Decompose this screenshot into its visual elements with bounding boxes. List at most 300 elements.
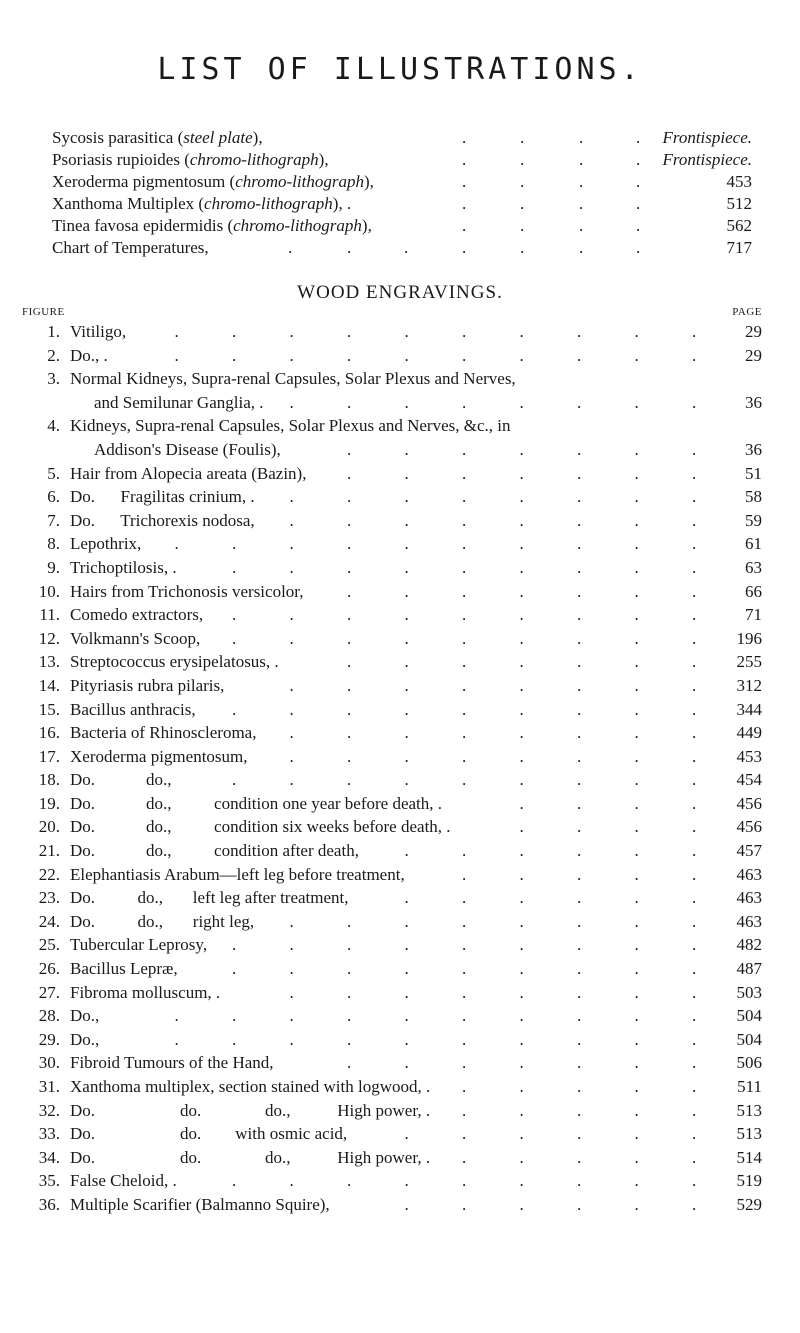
leader-dot: . bbox=[579, 216, 584, 235]
leader-dot: . bbox=[577, 864, 582, 884]
figure-number: 36. bbox=[38, 1194, 60, 1214]
figure-entry bbox=[22, 416, 762, 440]
leader-dot: . bbox=[519, 1194, 524, 1214]
leader-dot: . bbox=[634, 1006, 639, 1026]
figure-entry bbox=[22, 346, 762, 370]
plate-page: 717 bbox=[726, 238, 752, 257]
leader-dot: . bbox=[462, 652, 467, 672]
figure-number: 20. bbox=[38, 817, 60, 837]
leader-dot: . bbox=[289, 1006, 294, 1026]
plate-entry bbox=[52, 128, 752, 150]
figure-page: 449 bbox=[736, 723, 762, 743]
figure-number: 22. bbox=[38, 864, 60, 884]
leader-dot: . bbox=[634, 439, 639, 459]
leader-dot: . bbox=[636, 128, 641, 147]
leader-dot: . bbox=[462, 557, 467, 577]
figure-entry bbox=[22, 464, 762, 488]
figure-page: 51 bbox=[745, 463, 762, 483]
leader-dot: . bbox=[519, 746, 524, 766]
figure-number: 19. bbox=[38, 793, 60, 813]
figure-number: 34. bbox=[38, 1147, 60, 1167]
leader-dot: . bbox=[232, 557, 237, 577]
leader-dot: . bbox=[347, 605, 352, 625]
figure-number: 15. bbox=[38, 699, 60, 719]
leader-dot: . bbox=[577, 1029, 582, 1049]
leader-dot: . bbox=[174, 322, 179, 341]
leader-dot: . bbox=[347, 534, 352, 554]
figure-caption: Do. do., bbox=[70, 770, 172, 790]
leader-dot: . bbox=[462, 1100, 467, 1120]
leader-dot: . bbox=[520, 194, 525, 213]
leader-dot: . bbox=[404, 322, 409, 341]
leader-dot: . bbox=[577, 534, 582, 554]
plate-page: 453 bbox=[726, 172, 752, 191]
figure-caption: Tubercular Leprosy, bbox=[70, 935, 208, 955]
figure-page: 36 bbox=[745, 392, 762, 412]
figure-caption: Trichoptilosis, . bbox=[70, 557, 177, 577]
leader-dot: . bbox=[634, 1100, 639, 1120]
page-column-header: PAGE bbox=[732, 306, 762, 318]
leader-dot: . bbox=[519, 1171, 524, 1191]
leader-dot: . bbox=[462, 463, 467, 483]
figure-caption: Xanthoma multiplex, section stained with logwood, . bbox=[70, 1077, 431, 1096]
figure-page: 454 bbox=[736, 770, 762, 790]
figure-caption: Do. Fragilitas crinium, . bbox=[70, 487, 255, 507]
figure-page: 36 bbox=[745, 439, 762, 459]
leader-dot: . bbox=[404, 1124, 409, 1144]
figure-column-header: FIGURE bbox=[22, 306, 65, 318]
leader-dot: . bbox=[462, 864, 467, 884]
leader-dot: . bbox=[232, 770, 237, 790]
figures-list bbox=[22, 322, 762, 1219]
figure-page: 463 bbox=[736, 864, 762, 884]
leader-dot: . bbox=[404, 1029, 409, 1049]
leader-dot: . bbox=[232, 534, 237, 554]
leader-dot: . bbox=[289, 510, 294, 530]
figure-caption: Hair from Alopecia areata (Bazin), bbox=[70, 463, 307, 483]
figure-number: 5. bbox=[47, 463, 60, 483]
figure-caption: Kidneys, Supra-renal Capsules, Solar Plexus and Nerves, &c., in bbox=[70, 416, 511, 436]
figure-entry bbox=[22, 841, 762, 865]
figure-page: 66 bbox=[745, 581, 762, 601]
leader-dot: . bbox=[347, 935, 352, 955]
figure-entry bbox=[22, 1053, 762, 1077]
leader-dot: . bbox=[634, 841, 639, 861]
figure-page: 255 bbox=[736, 652, 762, 672]
figure-caption: Do. do. do., High power, . bbox=[70, 1147, 431, 1167]
figure-entry bbox=[22, 511, 762, 535]
leader-dot: . bbox=[289, 911, 294, 931]
leader-dot: . bbox=[692, 534, 697, 554]
figure-number: 28. bbox=[38, 1006, 60, 1026]
leader-dot: . bbox=[462, 699, 467, 719]
figure-page: 529 bbox=[736, 1194, 762, 1214]
leader-dot: . bbox=[347, 982, 352, 1002]
leader-dot: . bbox=[404, 1053, 409, 1073]
leader-dot: . bbox=[577, 510, 582, 530]
leader-dot: . bbox=[634, 864, 639, 884]
leader-dot: . bbox=[520, 216, 525, 235]
leader-dot: . bbox=[462, 216, 467, 235]
leader-dot: . bbox=[579, 128, 584, 147]
leader-dot: . bbox=[404, 723, 409, 743]
leader-dot: . bbox=[634, 510, 639, 530]
leader-dot: . bbox=[692, 1029, 697, 1049]
figure-page: 513 bbox=[736, 1100, 762, 1120]
leader-dot: . bbox=[692, 463, 697, 483]
leader-dot: . bbox=[692, 439, 697, 459]
leader-dot: . bbox=[634, 463, 639, 483]
leader-dot: . bbox=[520, 238, 525, 257]
figure-number: 26. bbox=[38, 959, 60, 979]
leader-dot: . bbox=[634, 345, 639, 365]
leader-dot: . bbox=[634, 959, 639, 979]
plate-page: 562 bbox=[726, 216, 752, 235]
figure-entry bbox=[22, 369, 762, 393]
leader-dot: . bbox=[692, 982, 697, 1002]
leader-dot: . bbox=[577, 982, 582, 1002]
figure-caption: Fibroma molluscum, . bbox=[70, 982, 221, 1002]
leader-dot: . bbox=[232, 345, 237, 365]
leader-dot: . bbox=[636, 238, 641, 257]
leader-dot: . bbox=[404, 911, 409, 931]
leader-dot: . bbox=[404, 487, 409, 507]
leader-dot: . bbox=[404, 605, 409, 625]
figure-entry bbox=[22, 1006, 762, 1030]
figure-number: 21. bbox=[38, 841, 60, 861]
figure-number: 25. bbox=[38, 935, 60, 955]
figure-page: 504 bbox=[736, 1006, 762, 1026]
figure-page: 503 bbox=[736, 982, 762, 1002]
figure-page: 61 bbox=[745, 534, 762, 554]
leader-dot: . bbox=[347, 392, 352, 412]
figure-entry bbox=[22, 1030, 762, 1054]
leader-dot: . bbox=[347, 911, 352, 931]
leader-dot: . bbox=[462, 1171, 467, 1191]
leader-dot: . bbox=[462, 628, 467, 648]
figure-number: 12. bbox=[38, 628, 60, 648]
figure-page: 519 bbox=[736, 1171, 762, 1191]
leader-dot: . bbox=[634, 487, 639, 507]
leader-dot: . bbox=[404, 510, 409, 530]
leader-dot: . bbox=[289, 935, 294, 955]
leader-dot: . bbox=[577, 1006, 582, 1026]
figure-caption: Bacillus anthracis, bbox=[70, 699, 196, 719]
leader-dot: . bbox=[634, 652, 639, 672]
figure-number: 1. bbox=[47, 322, 60, 341]
leader-dot: . bbox=[579, 194, 584, 213]
figure-caption: Streptococcus erysipelatosus, . bbox=[70, 652, 279, 672]
leader-dot: . bbox=[634, 392, 639, 412]
figure-caption: Do. do. with osmic acid, bbox=[70, 1124, 348, 1144]
leader-dot: . bbox=[634, 817, 639, 837]
leader-dot: . bbox=[577, 1194, 582, 1214]
leader-dot: . bbox=[404, 652, 409, 672]
leader-dot: . bbox=[462, 723, 467, 743]
leader-dot: . bbox=[634, 935, 639, 955]
leader-dot: . bbox=[289, 1029, 294, 1049]
figure-number: 29. bbox=[38, 1029, 60, 1049]
leader-dot: . bbox=[404, 746, 409, 766]
plate-entry bbox=[52, 194, 752, 216]
figure-caption: Elephantiasis Arabum—left leg before treatment, bbox=[70, 864, 405, 884]
plates-list bbox=[52, 128, 752, 260]
leader-dot: . bbox=[577, 322, 582, 341]
figure-number: 24. bbox=[38, 911, 60, 931]
leader-dot: . bbox=[462, 888, 467, 908]
leader-dot: . bbox=[289, 959, 294, 979]
figure-number: 17. bbox=[38, 746, 60, 766]
leader-dot: . bbox=[692, 911, 697, 931]
leader-dot: . bbox=[174, 1029, 179, 1049]
figure-entry bbox=[22, 794, 762, 818]
leader-dot: . bbox=[462, 1077, 467, 1096]
leader-dot: . bbox=[634, 1053, 639, 1073]
leader-dot: . bbox=[519, 487, 524, 507]
figure-caption: Do. do., condition six weeks before death, . bbox=[70, 817, 451, 837]
leader-dot: . bbox=[692, 652, 697, 672]
leader-dot: . bbox=[289, 1171, 294, 1191]
leader-dot: . bbox=[462, 935, 467, 955]
leader-dot: . bbox=[519, 982, 524, 1002]
figure-page: 504 bbox=[736, 1029, 762, 1049]
leader-dot: . bbox=[289, 534, 294, 554]
leader-dot: . bbox=[462, 1147, 467, 1167]
figure-page: 506 bbox=[736, 1053, 762, 1073]
figure-entry bbox=[22, 605, 762, 629]
leader-dot: . bbox=[347, 746, 352, 766]
leader-dot: . bbox=[462, 439, 467, 459]
leader-dot: . bbox=[347, 322, 352, 341]
figure-page: 482 bbox=[736, 935, 762, 955]
leader-dot: . bbox=[289, 605, 294, 625]
figure-entry bbox=[22, 983, 762, 1007]
figure-number: 11. bbox=[39, 605, 60, 625]
leader-dot: . bbox=[577, 770, 582, 790]
figure-entry bbox=[22, 1171, 762, 1195]
leader-dot: . bbox=[232, 1029, 237, 1049]
figure-entry bbox=[22, 888, 762, 912]
leader-dot: . bbox=[462, 959, 467, 979]
figure-caption: Do. Trichorexis nodosa, bbox=[70, 510, 255, 530]
leader-dot: . bbox=[462, 675, 467, 695]
leader-dot: . bbox=[462, 911, 467, 931]
figure-number: 18. bbox=[38, 770, 60, 790]
leader-dot: . bbox=[692, 723, 697, 743]
leader-dot: . bbox=[519, 1006, 524, 1026]
figure-entry bbox=[22, 652, 762, 676]
plate-title: Xanthoma Multiplex (chromo-lithograph), . bbox=[52, 194, 352, 213]
leader-dot: . bbox=[404, 581, 409, 601]
leader-dot: . bbox=[634, 699, 639, 719]
leader-dot: . bbox=[462, 534, 467, 554]
leader-dot: . bbox=[174, 534, 179, 554]
leader-dot: . bbox=[462, 1053, 467, 1073]
leader-dot: . bbox=[462, 172, 467, 191]
leader-dot: . bbox=[462, 345, 467, 365]
figure-caption: Do. do., condition after death, bbox=[70, 841, 359, 861]
leader-dot: . bbox=[692, 793, 697, 813]
leader-dot: . bbox=[347, 581, 352, 601]
figure-caption: Normal Kidneys, Supra-renal Capsules, Solar Plexus and Nerves, bbox=[70, 369, 516, 389]
leader-dot: . bbox=[347, 959, 352, 979]
leader-dot: . bbox=[519, 1053, 524, 1073]
figure-caption: Do., bbox=[70, 1029, 100, 1049]
figure-caption: Do. do., right leg, bbox=[70, 911, 255, 931]
leader-dot: . bbox=[519, 841, 524, 861]
leader-dot: . bbox=[520, 172, 525, 191]
figure-entry bbox=[22, 1101, 762, 1125]
figure-entry bbox=[22, 1148, 762, 1172]
figure-page: 514 bbox=[736, 1147, 762, 1167]
plate-page: 512 bbox=[726, 194, 752, 213]
leader-dot: . bbox=[519, 1077, 524, 1096]
leader-dot: . bbox=[347, 238, 352, 257]
leader-dot: . bbox=[520, 128, 525, 147]
figure-caption: Bacteria of Rhinoscleroma, bbox=[70, 723, 257, 743]
figure-entry bbox=[22, 1195, 762, 1219]
leader-dot: . bbox=[347, 463, 352, 483]
leader-dot: . bbox=[692, 322, 697, 341]
leader-dot: . bbox=[692, 675, 697, 695]
plate-entry bbox=[52, 172, 752, 194]
figure-entry bbox=[22, 1077, 762, 1101]
leader-dot: . bbox=[692, 1124, 697, 1144]
leader-dot: . bbox=[692, 628, 697, 648]
leader-dot: . bbox=[577, 841, 582, 861]
leader-dot: . bbox=[462, 322, 467, 341]
leader-dot: . bbox=[634, 1029, 639, 1049]
figure-page: 344 bbox=[736, 699, 762, 719]
leader-dot: . bbox=[232, 322, 237, 341]
leader-dot: . bbox=[634, 1077, 639, 1096]
leader-dot: . bbox=[462, 487, 467, 507]
figure-entry bbox=[22, 912, 762, 936]
leader-dot: . bbox=[692, 1147, 697, 1167]
leader-dot: . bbox=[636, 194, 641, 213]
leader-dot: . bbox=[289, 723, 294, 743]
leader-dot: . bbox=[462, 841, 467, 861]
leader-dot: . bbox=[577, 935, 582, 955]
leader-dot: . bbox=[404, 534, 409, 554]
leader-dot: . bbox=[232, 628, 237, 648]
leader-dot: . bbox=[462, 1194, 467, 1214]
leader-dot: . bbox=[519, 1100, 524, 1120]
figure-caption: Pityriasis rubra pilaris, bbox=[70, 675, 225, 695]
leader-dot: . bbox=[634, 1194, 639, 1214]
leader-dot: . bbox=[404, 463, 409, 483]
leader-dot: . bbox=[289, 628, 294, 648]
leader-dot: . bbox=[404, 1194, 409, 1214]
leader-dot: . bbox=[232, 605, 237, 625]
leader-dot: . bbox=[347, 345, 352, 365]
figure-number: 2. bbox=[47, 345, 60, 365]
page-title: LIST OF ILLUSTRATIONS. bbox=[157, 52, 643, 87]
figure-number: 30. bbox=[38, 1053, 60, 1073]
figure-page: 463 bbox=[736, 911, 762, 931]
figure-entry bbox=[22, 629, 762, 653]
leader-dot: . bbox=[347, 723, 352, 743]
leader-dot: . bbox=[462, 1124, 467, 1144]
figure-entry bbox=[22, 393, 762, 417]
figure-page: 456 bbox=[736, 793, 762, 813]
leader-dot: . bbox=[347, 510, 352, 530]
leader-dot: . bbox=[519, 628, 524, 648]
leader-dot: . bbox=[347, 652, 352, 672]
figure-entry bbox=[22, 723, 762, 747]
leader-dot: . bbox=[692, 1100, 697, 1120]
leader-dot: . bbox=[519, 1147, 524, 1167]
leader-dot: . bbox=[519, 439, 524, 459]
leader-dot: . bbox=[404, 770, 409, 790]
figure-caption: Do., bbox=[70, 1006, 100, 1026]
leader-dot: . bbox=[462, 746, 467, 766]
figure-caption: False Cheloid, . bbox=[70, 1171, 177, 1191]
figure-entry bbox=[22, 534, 762, 558]
leader-dot: . bbox=[519, 888, 524, 908]
leader-dot: . bbox=[634, 911, 639, 931]
leader-dot: . bbox=[692, 888, 697, 908]
leader-dot: . bbox=[692, 1006, 697, 1026]
leader-dot: . bbox=[519, 534, 524, 554]
plate-title: Sycosis parasitica (steel plate), bbox=[52, 128, 263, 147]
figure-caption: Addison's Disease (Foulis), bbox=[94, 439, 281, 459]
leader-dot: . bbox=[519, 699, 524, 719]
leader-dot: . bbox=[634, 557, 639, 577]
leader-dot: . bbox=[577, 675, 582, 695]
figure-caption: Fibroid Tumours of the Hand, bbox=[70, 1053, 274, 1073]
figure-entry bbox=[22, 582, 762, 606]
figure-number: 31. bbox=[38, 1077, 60, 1096]
leader-dot: . bbox=[519, 864, 524, 884]
leader-dot: . bbox=[404, 888, 409, 908]
leader-dot: . bbox=[462, 605, 467, 625]
leader-dot: . bbox=[577, 439, 582, 459]
figure-caption: and Semilunar Ganglia, . bbox=[94, 392, 264, 412]
leader-dot: . bbox=[692, 557, 697, 577]
figure-page: 196 bbox=[736, 628, 762, 648]
leader-dot: . bbox=[462, 982, 467, 1002]
leader-dot: . bbox=[692, 605, 697, 625]
leader-dot: . bbox=[577, 652, 582, 672]
leader-dot: . bbox=[462, 150, 467, 169]
figure-caption: Multiple Scarifier (Balmanno Squire), bbox=[70, 1194, 330, 1214]
leader-dot: . bbox=[519, 510, 524, 530]
leader-dot: . bbox=[577, 1077, 582, 1096]
leader-dot: . bbox=[462, 1006, 467, 1026]
leader-dot: . bbox=[692, 392, 697, 412]
leader-dot: . bbox=[519, 1124, 524, 1144]
leader-dot: . bbox=[520, 150, 525, 169]
leader-dot: . bbox=[577, 392, 582, 412]
figure-number: 9. bbox=[47, 557, 60, 577]
leader-dot: . bbox=[579, 238, 584, 257]
leader-dot: . bbox=[404, 238, 409, 257]
leader-dot: . bbox=[519, 463, 524, 483]
leader-dot: . bbox=[579, 150, 584, 169]
leader-dot: . bbox=[692, 746, 697, 766]
figure-caption: Do. do., left leg after treatment, bbox=[70, 888, 349, 908]
leader-dot: . bbox=[404, 392, 409, 412]
figure-entry bbox=[22, 817, 762, 841]
leader-dot: . bbox=[692, 1171, 697, 1191]
leader-dot: . bbox=[347, 439, 352, 459]
figure-page: 457 bbox=[736, 841, 762, 861]
figure-caption: Do. do. do., High power, . bbox=[70, 1100, 431, 1120]
figure-caption: Volkmann's Scoop, bbox=[70, 628, 201, 648]
leader-dot: . bbox=[692, 864, 697, 884]
leader-dot: . bbox=[577, 793, 582, 813]
